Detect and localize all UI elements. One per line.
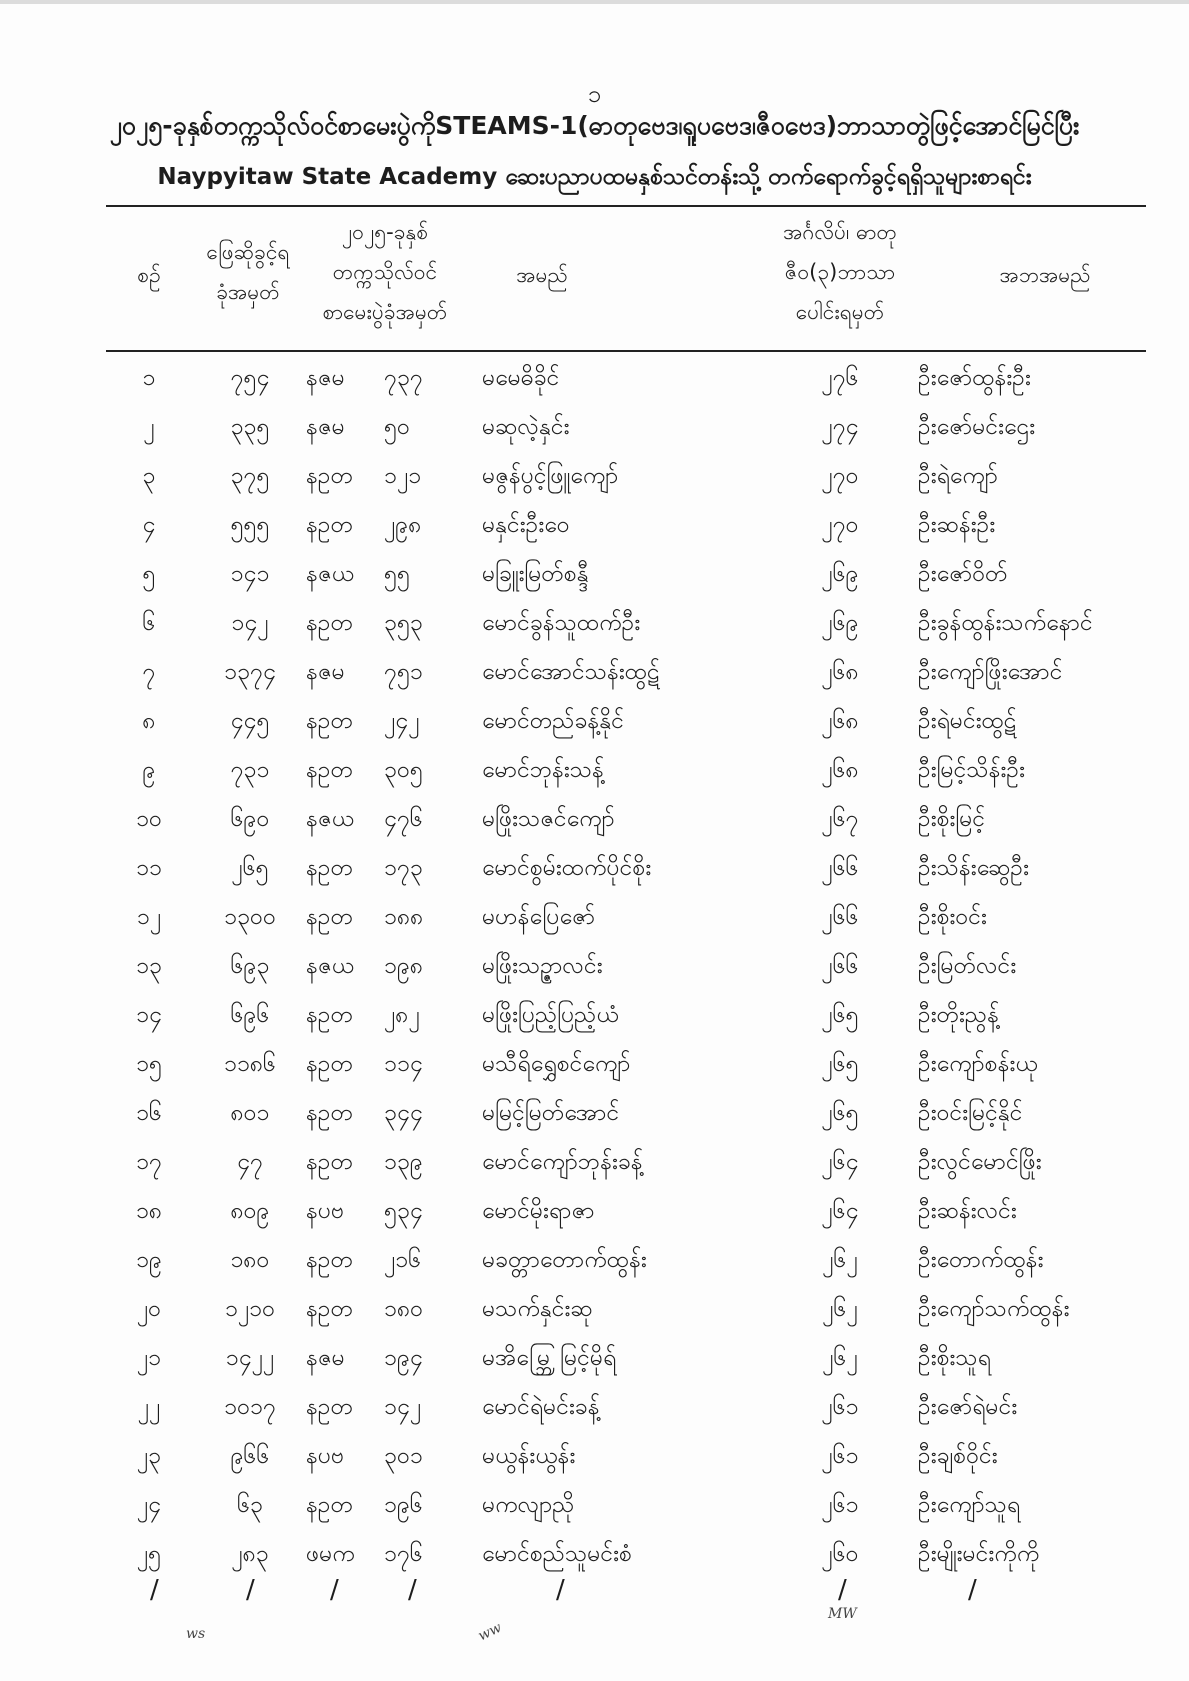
row-no: ၂၅	[136, 1541, 162, 1567]
row-father-name: ဦးဝင်းမြင့်နိုင်	[918, 1100, 1023, 1126]
row-name: မောင်အောင်သန်းထွဋ်	[482, 659, 660, 685]
row-name: မောင်စွမ်းထက်ပိုင်စိုး	[482, 855, 652, 881]
table-row	[0, 1193, 1189, 1242]
page-number: ၁	[587, 80, 602, 108]
row-roll-number: ၁၉၄	[384, 1345, 423, 1371]
row-roll-number: ၅၀	[384, 414, 410, 440]
row-no: ၁၈	[135, 1198, 163, 1224]
row-application-number: ၁၄၁	[230, 561, 270, 587]
row-application-number: ၆၉၀	[230, 806, 270, 832]
row-no: ၁၆	[136, 1100, 162, 1126]
row-no: ၉	[142, 757, 156, 783]
row-application-number: ၁၂၁၀	[224, 1296, 276, 1322]
row-father-name: ဦးဇော်မင်းဌေး	[918, 414, 1036, 440]
row-marks: ၂၆၂	[822, 1296, 858, 1322]
table-top-rule	[106, 205, 1146, 207]
row-roll-number: ၅၃၄	[384, 1198, 423, 1224]
row-roll-number: ၂၈၂	[384, 1002, 420, 1028]
row-father-name: ဦးဇော်ထွန်းဦး	[918, 365, 1031, 391]
row-father-name: ဦးဆန်းလင်း	[918, 1198, 1017, 1224]
row-application-number: ၁၃၇၄	[224, 659, 276, 685]
row-marks: ၂၆၁	[821, 1443, 859, 1469]
row-roll-number: ၃၄၄	[384, 1100, 423, 1126]
handwritten-initial: MW	[828, 1606, 857, 1622]
row-center-code: နပဗ	[306, 1198, 345, 1224]
row-no: ၁၉	[136, 1247, 162, 1273]
row-center-code: နဥတ	[306, 512, 354, 538]
tick-mark: /	[330, 1575, 339, 1605]
row-roll-number: ၁၇၆	[384, 1541, 423, 1567]
row-no: ၂၀	[136, 1296, 162, 1322]
row-roll-number: ၁၉၆	[384, 1492, 423, 1518]
header-total-marks: အင်္ဂလိပ်၊ ဓာတု ဇီဝ(၃)ဘာသာ ပေါင်းရမှတ်	[783, 220, 897, 324]
row-center-code: နဇမ	[306, 414, 345, 440]
row-center-code: နဥတ	[306, 1051, 354, 1077]
table-row	[0, 752, 1189, 801]
row-application-number: ၄၄၅	[230, 708, 270, 734]
table-row	[0, 1291, 1189, 1340]
row-center-code: နဥတ	[306, 855, 354, 881]
row-center-code: နဥတ	[306, 1492, 354, 1518]
row-roll-number: ၃၀၅	[384, 757, 423, 783]
table-row	[0, 360, 1189, 409]
row-roll-number: ၁၄၂	[384, 1394, 422, 1420]
row-no: ၈	[142, 708, 156, 734]
row-father-name: ဦးစိုးသူရ	[918, 1345, 991, 1371]
row-center-code: နဥတ	[306, 1394, 354, 1420]
row-no: ၁၁	[136, 855, 162, 881]
row-name: မောင်ခွန်သူထက်ဦး	[482, 610, 641, 636]
table-row	[0, 850, 1189, 899]
row-marks: ၂၆၉	[821, 610, 859, 636]
table-row	[0, 948, 1189, 997]
row-center-code: နဥတ	[306, 757, 354, 783]
row-center-code: နဥတ	[306, 1247, 354, 1273]
row-marks: ၂၆၉	[821, 561, 859, 587]
table-row	[0, 801, 1189, 850]
header-application-number: ဖြေဆိုခွင့်ရ ခုံအမှတ်	[206, 240, 290, 304]
row-no: ၁	[142, 365, 156, 391]
row-application-number: ၆၉၃	[230, 953, 270, 979]
row-application-number: ၈၀၁	[230, 1100, 270, 1126]
row-roll-number: ၁၂၁	[384, 463, 422, 489]
row-roll-number: ၁၈၀	[384, 1296, 424, 1322]
header-no: စဉ်	[137, 263, 161, 287]
row-marks: ၂၆၂	[822, 1345, 858, 1371]
row-application-number: ၁၃၀၀	[224, 904, 276, 930]
row-marks: ၂၆၆	[821, 953, 859, 979]
row-name: မဇွန်ပွင့်ဖြူကျော်	[482, 463, 619, 489]
row-father-name: ဦးကျော်စန်းယု	[918, 1051, 1038, 1077]
row-name: မနှင်းဦးဝေ	[482, 512, 570, 538]
row-father-name: ဦးကျော်သက်ထွန်း	[918, 1296, 1070, 1322]
table-row	[0, 703, 1189, 752]
row-application-number: ၁၄၂၂	[225, 1345, 275, 1371]
row-application-number: ၄၇	[237, 1149, 263, 1175]
row-father-name: ဦးစိုးမြင့်	[918, 806, 986, 832]
header-father-name: အဘအမည်	[999, 263, 1091, 287]
row-roll-number: ၂၄၂	[384, 708, 420, 734]
row-name: မောင်ကျော်ဘုန်းခန့်	[482, 1149, 643, 1175]
row-center-code: နဥတ	[306, 463, 354, 489]
row-no: ၂၂	[137, 1394, 161, 1420]
document-subtitle: Naypyitaw State Academy ဆေးပညာပထမနှစ်သင်တန်းသို့ တက်ရောက်ခွင့်ရရှိသူများစာရင်း	[157, 164, 1032, 190]
row-roll-number: ၃၀၁	[384, 1443, 423, 1469]
row-father-name: ဦးမြင့်သိန်းဦး	[918, 757, 1025, 783]
row-marks: ၂၆၀	[821, 1541, 859, 1567]
table-row	[0, 556, 1189, 605]
row-no: ၁၅	[136, 1051, 162, 1077]
table-row	[0, 1389, 1189, 1438]
row-name: မောင်စည်သူမင်းစံ	[482, 1541, 632, 1567]
row-roll-number: ၇၃၇	[384, 365, 423, 391]
scan-edge	[0, 0, 1189, 4]
row-name: မမေဓိခိုင်	[482, 365, 560, 391]
row-marks: ၂၆၈	[821, 659, 859, 685]
row-marks: ၂၆၁	[821, 1492, 859, 1518]
row-center-code: ဖမက	[306, 1541, 355, 1567]
row-application-number: ၉၆၆	[230, 1443, 270, 1469]
header-roll-number: ၂၀၂၅-ခုနှစ် တက္ကသိုလ်ဝင် စာမေးပွဲခုံအမှတ်	[322, 220, 448, 324]
row-father-name: ဦးကျော်ဖြိုးအောင်	[918, 659, 1063, 685]
row-father-name: ဦးဆန်းဦး	[918, 512, 996, 538]
table-row	[0, 409, 1189, 458]
row-roll-number: ၄၇၆	[384, 806, 423, 832]
row-name: မဆုလဲ့နှင်း	[482, 414, 570, 440]
row-father-name: ဦးခွန်ထွန်းသက်နောင်	[918, 610, 1093, 636]
row-center-code: နဇမ	[306, 659, 345, 685]
row-marks: ၂၆၄	[821, 1149, 859, 1175]
handwritten-initial: ws	[186, 1626, 206, 1642]
row-name: မခြူးမြတ်စန္ဒီ	[482, 561, 589, 587]
row-application-number: ၇၃၁	[230, 757, 270, 783]
row-center-code: နဥတ	[306, 1002, 354, 1028]
table-row	[0, 1438, 1189, 1487]
row-center-code: နဇယ	[306, 806, 354, 832]
row-center-code: နဇမ	[306, 1345, 345, 1371]
table-row	[0, 1144, 1189, 1193]
row-marks: ၂၆၁	[821, 1394, 859, 1420]
table-row	[0, 899, 1189, 948]
row-roll-number: ၁၉၈	[384, 953, 424, 979]
row-father-name: ဦးမျိုးမင်းကိုကို	[918, 1541, 1040, 1567]
row-marks: ၂၆၅	[821, 1051, 859, 1077]
row-name: မယွန်းယွန်း	[482, 1443, 576, 1469]
row-father-name: ဦးဇော်ရဲမင်း	[918, 1394, 1018, 1420]
table-row	[0, 458, 1189, 507]
row-name: မခတ္တာတောက်ထွန်း	[482, 1247, 647, 1273]
row-no: ၁၄	[136, 1002, 162, 1028]
row-name: မဖြိုးသဇင်ကျော်	[482, 806, 615, 832]
row-father-name: ဦးရဲကျော်	[918, 463, 998, 489]
row-no: ၂	[143, 414, 155, 440]
tick-mark: /	[408, 1575, 417, 1605]
row-father-name: ဦးစိုးဝင်း	[918, 904, 987, 930]
row-application-number: ၅၅၅	[230, 512, 270, 538]
row-name: မောင်ရဲမင်းခန့်	[482, 1394, 600, 1420]
row-application-number: ၈၀၉	[230, 1198, 270, 1224]
row-application-number: ၃၃၅	[230, 414, 270, 440]
row-no: ၆	[142, 610, 156, 636]
row-father-name: ဦးတိုးညွန့်	[918, 1002, 999, 1028]
row-roll-number: ၁၁၄	[384, 1051, 423, 1077]
row-marks: ၂၆၈	[821, 708, 859, 734]
handwritten-initial: ww	[475, 1619, 505, 1645]
row-roll-number: ၁၃၉	[384, 1149, 423, 1175]
row-center-code: နဥတ	[306, 1296, 354, 1322]
row-center-code: နဇယ	[306, 953, 354, 979]
row-marks: ၂၆၈	[821, 757, 859, 783]
row-no: ၂၃	[136, 1443, 162, 1469]
row-center-code: နဥတ	[306, 1100, 354, 1126]
row-name: မဖြိုးသဉ္ဇာလင်း	[482, 953, 603, 979]
header-name: အမည်	[516, 263, 568, 287]
row-roll-number: ၇၅၁	[384, 659, 423, 685]
row-marks: ၂၇၄	[821, 414, 859, 440]
row-no: ၁၇	[136, 1149, 162, 1175]
row-no: ၃	[142, 463, 156, 489]
tick-mark: /	[838, 1575, 847, 1605]
table-row	[0, 605, 1189, 654]
row-center-code: နပဗ	[306, 1443, 345, 1469]
row-no: ၄	[142, 512, 156, 538]
table-row	[0, 1487, 1189, 1536]
tick-mark: /	[150, 1575, 159, 1605]
table-row	[0, 1340, 1189, 1389]
row-father-name: ဦးရဲမင်းထွဋ်	[918, 708, 1017, 734]
table-row	[0, 997, 1189, 1046]
table-row	[0, 1046, 1189, 1095]
row-center-code: နဇမ	[306, 365, 345, 391]
row-marks: ၂၆၆	[821, 904, 859, 930]
row-father-name: ဦးချစ်ဝိုင်း	[918, 1443, 998, 1469]
row-roll-number: ၂၁၆	[384, 1247, 422, 1273]
row-center-code: နဥတ	[306, 708, 354, 734]
tick-mark: /	[556, 1575, 565, 1605]
row-father-name: ဦးမြတ်လင်း	[918, 953, 1017, 979]
row-application-number: ၁၀၁၇	[224, 1394, 276, 1420]
table-row	[0, 507, 1189, 556]
row-roll-number: ၅၅	[384, 561, 410, 587]
row-father-name: ဦးလွင်မောင်ဖြိုး	[918, 1149, 1042, 1175]
row-roll-number: ၁၇၃	[384, 855, 423, 881]
row-center-code: နဥတ	[306, 904, 354, 930]
verification-tick-row	[0, 1575, 1189, 1615]
row-no: ၂၁	[136, 1345, 162, 1371]
row-no: ၅	[142, 561, 156, 587]
row-application-number: ၁၈၀	[230, 1247, 270, 1273]
row-application-number: ၆၃	[237, 1492, 263, 1518]
row-no: ၁၂	[136, 904, 162, 930]
row-name: မကလျာညို	[482, 1492, 575, 1518]
row-name: မသက်နှင်းဆု	[482, 1296, 593, 1322]
row-roll-number: ၁၈၈	[384, 904, 424, 930]
row-name: မောင်မိုးရာဇာ	[482, 1198, 595, 1224]
row-no: ၁၃	[136, 953, 162, 979]
row-marks: ၂၇၆	[821, 365, 859, 391]
row-father-name: ဦးတောက်ထွန်း	[918, 1247, 1044, 1273]
row-marks: ၂၆၅	[821, 1002, 859, 1028]
tick-mark: /	[968, 1575, 977, 1605]
row-marks: ၂၆၄	[821, 1198, 859, 1224]
row-marks: ၂၆၇	[821, 806, 859, 832]
row-marks: ၂၇၀	[821, 463, 859, 489]
row-father-name: ဦးကျော်သူရ	[918, 1492, 1021, 1518]
row-no: ၁၀	[136, 806, 162, 832]
table-row	[0, 1095, 1189, 1144]
row-marks: ၂၇၀	[821, 512, 859, 538]
row-name: မအိမ္ဘြေမြင့်မိုရ်	[482, 1345, 617, 1371]
row-application-number: ၂၈၃	[231, 1541, 269, 1567]
document-title: ၂၀၂၅-ခုနှစ်တက္ကသိုလ်ဝင်စာမေးပွဲကိုSTEAMS-1(ဓာတုဗေဒ၊ရူပဗေဒ၊ဇီဝဗေဒ)ဘာသာတွဲဖြင့်အောင်မြင်ပြီး	[109, 111, 1080, 140]
row-name: မဟန်ပြေဇော်	[482, 904, 596, 930]
table-row	[0, 654, 1189, 703]
row-roll-number: ၃၅၃	[384, 610, 423, 636]
row-application-number: ၁၁၈၆	[224, 1051, 276, 1077]
row-roll-number: ၂၉၈	[384, 512, 422, 538]
row-application-number: ၃၇၅	[230, 463, 270, 489]
row-center-code: နဥတ	[306, 610, 354, 636]
row-application-number: ၆၉၆	[230, 1002, 270, 1028]
row-center-code: နဇယ	[306, 561, 354, 587]
row-application-number: ၇၅၄	[230, 365, 270, 391]
table-row	[0, 1242, 1189, 1291]
tick-mark: /	[246, 1575, 255, 1605]
row-name: မောင်ဘုန်းသန့်	[482, 757, 604, 783]
row-application-number: ၂၆၅	[231, 855, 269, 881]
row-name: မမြင့်မြတ်အောင်	[482, 1100, 620, 1126]
row-name: မသီရိရွှေစင်ကျော်	[482, 1051, 631, 1077]
table-header-rule	[106, 350, 1146, 352]
row-center-code: နဥတ	[306, 1149, 354, 1175]
row-marks: ၂၆၆	[821, 855, 859, 881]
row-no: ၇	[142, 659, 156, 685]
row-name: မဖြိုးပြည့်ပြည့်ယံ	[482, 1002, 619, 1028]
row-no: ၂၄	[136, 1492, 162, 1518]
row-marks: ၂၆၂	[822, 1247, 858, 1273]
row-application-number: ၁၄၂	[231, 610, 269, 636]
row-father-name: ဦးသိန်းဆွေဦး	[918, 855, 1030, 881]
row-father-name: ဦးဇော်ဝိတ်	[918, 561, 1008, 587]
row-name: မောင်တည်ခန့်နိုင်	[482, 708, 624, 734]
row-marks: ၂၆၅	[821, 1100, 859, 1126]
